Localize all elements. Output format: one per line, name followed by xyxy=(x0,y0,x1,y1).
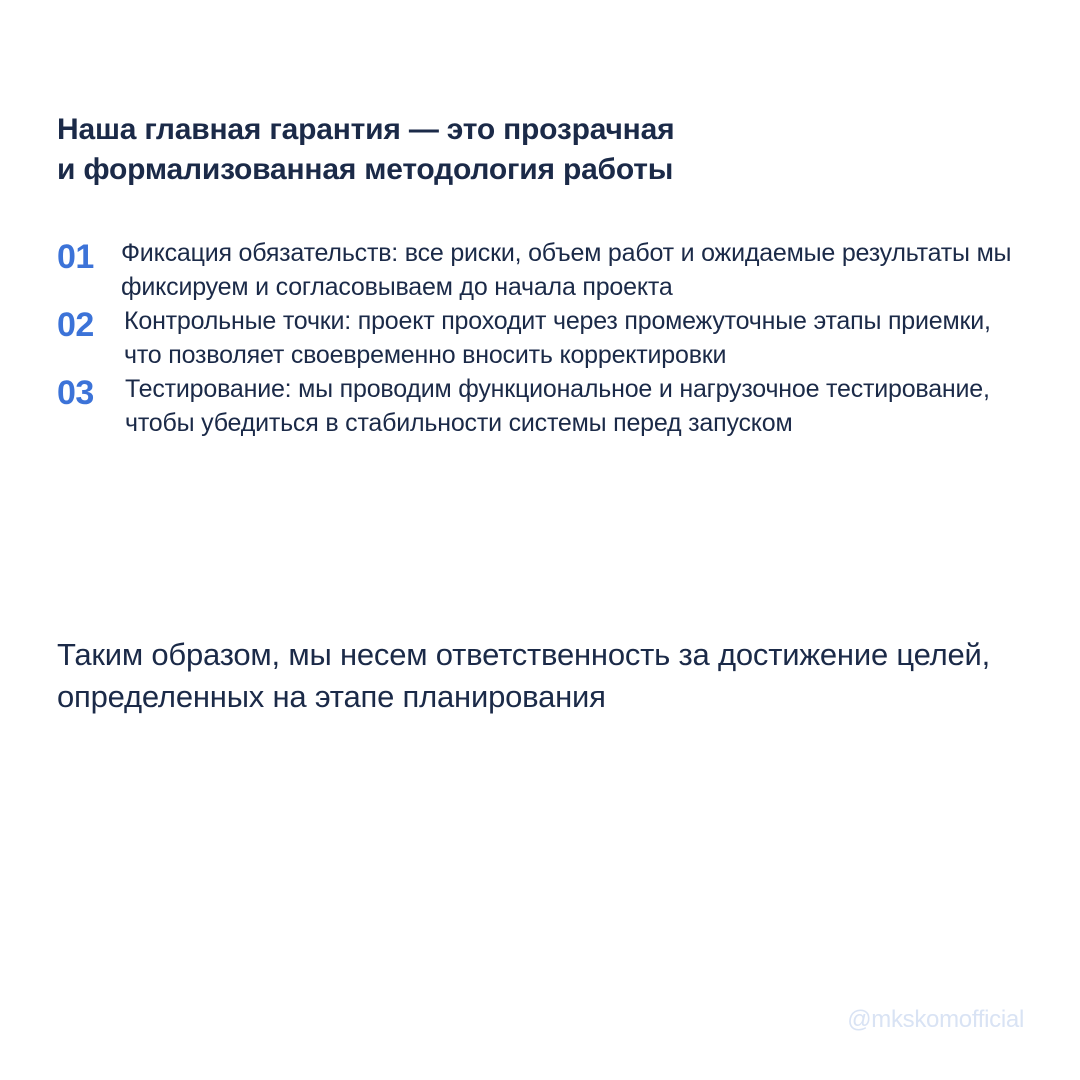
headline xyxy=(57,110,1017,190)
guarantee-list xyxy=(57,236,1017,440)
item-number: 03 xyxy=(57,374,94,412)
list-item xyxy=(57,236,1017,304)
headline-line-2: и формализованная методология работы xyxy=(57,153,674,186)
list-item xyxy=(57,372,1017,440)
account-handle: @mkskomofficial xyxy=(847,1006,1024,1033)
item-text: Тестирование: мы проводим функциональное и нагрузочное тестирование, чтобы убедиться в стабильности системы перед запуском xyxy=(125,375,990,437)
item-number: 01 xyxy=(57,238,94,276)
item-text: Фиксация обязательств: все риски, объем работ и ожидаемые результаты мы фиксируем и согласовываем до начала проекта xyxy=(121,239,1012,301)
item-text: Контрольные точки: проект проходит через промежуточные этапы приемки, что позволяет своевременно вносить корректировки xyxy=(124,307,991,369)
conclusion-text: Таким образом, мы несем ответственность за достижение целей, определенных на этапе планирования xyxy=(57,637,991,714)
headline-line-1: Наша главная гарантия — это прозрачная xyxy=(57,113,675,146)
item-number: 02 xyxy=(57,306,94,344)
list-item xyxy=(57,304,1017,372)
